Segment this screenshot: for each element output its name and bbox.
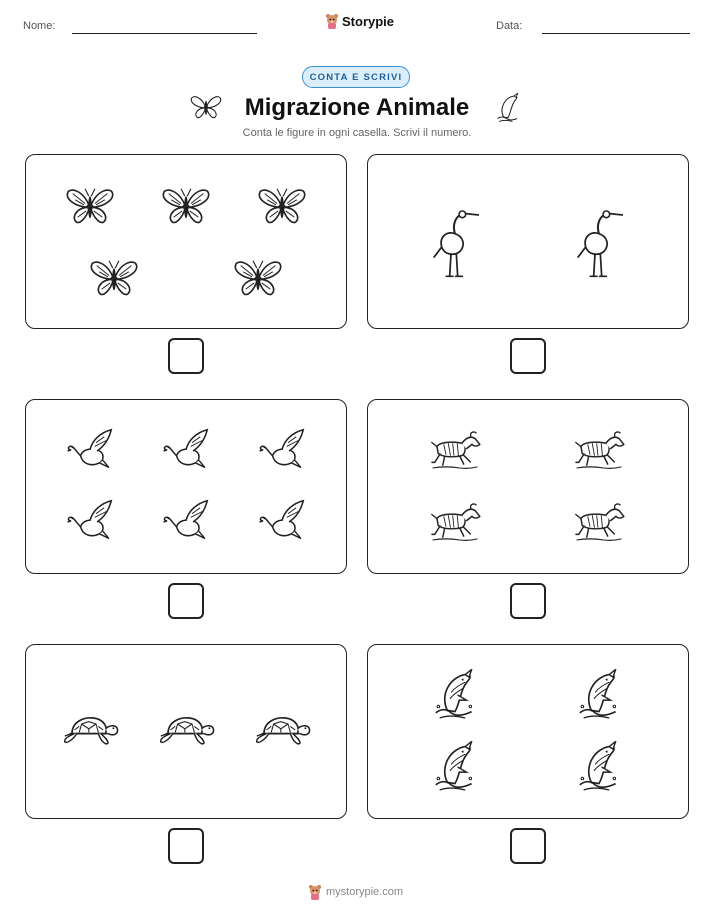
answer-box-wildebeests[interactable] (510, 583, 546, 619)
bear-mascot-icon (308, 884, 322, 900)
answer-box-butterflies[interactable] (168, 338, 204, 374)
instructions: Conta le figure in ogni casella. Scrivi il numero. (242, 127, 472, 139)
wildebeest-icon (572, 500, 626, 549)
count-panel-butterflies (25, 154, 347, 329)
wildebeest-icon (572, 428, 626, 477)
title-row (0, 90, 714, 126)
butterfly-icon (160, 185, 212, 232)
name-field[interactable] (72, 33, 257, 34)
wildebeest-icon (428, 500, 482, 549)
answer-box-geese[interactable] (168, 583, 204, 619)
turtle-icon (60, 709, 120, 756)
count-panel-wildebeests (367, 399, 689, 574)
brand-logo (325, 13, 394, 29)
goose-icon (160, 427, 212, 480)
answer-box-turtles[interactable] (168, 828, 204, 864)
name-label: Nome: (23, 20, 56, 32)
heron-icon (428, 207, 482, 284)
whale-icon (432, 669, 478, 726)
count-panel-herons (367, 154, 689, 329)
brand-name: Storypie (342, 13, 395, 29)
worksheet-header (0, 0, 714, 50)
turtle-icon (252, 709, 312, 756)
footer (308, 884, 403, 900)
date-field[interactable] (542, 33, 690, 34)
goose-icon (256, 498, 308, 551)
butterfly-icon (64, 185, 116, 232)
butterfly-icon (232, 257, 284, 304)
bear-mascot-icon (325, 13, 339, 29)
heron-icon (572, 207, 626, 284)
wildebeest-icon (428, 428, 482, 477)
activity-badge: CONTA E SCRIVI (302, 66, 410, 88)
goose-icon (256, 427, 308, 480)
page-title: Migrazione Animale (244, 94, 470, 121)
date-label: Data: (496, 20, 523, 32)
butterfly-icon (88, 257, 140, 304)
whale-icon (576, 741, 622, 798)
whale-icon (576, 669, 622, 726)
goose-icon (64, 427, 116, 480)
whale-icon (494, 93, 522, 128)
turtle-icon (156, 709, 216, 756)
goose-icon (64, 498, 116, 551)
count-panel-turtles (25, 644, 347, 819)
count-panel-geese (25, 399, 347, 574)
answer-box-herons[interactable] (510, 338, 546, 374)
whale-icon (432, 741, 478, 798)
footer-url[interactable]: mystorypie.com (326, 886, 404, 898)
answer-box-whales[interactable] (510, 828, 546, 864)
butterfly-icon (256, 185, 308, 232)
goose-icon (160, 498, 212, 551)
count-panel-whales (367, 644, 689, 819)
